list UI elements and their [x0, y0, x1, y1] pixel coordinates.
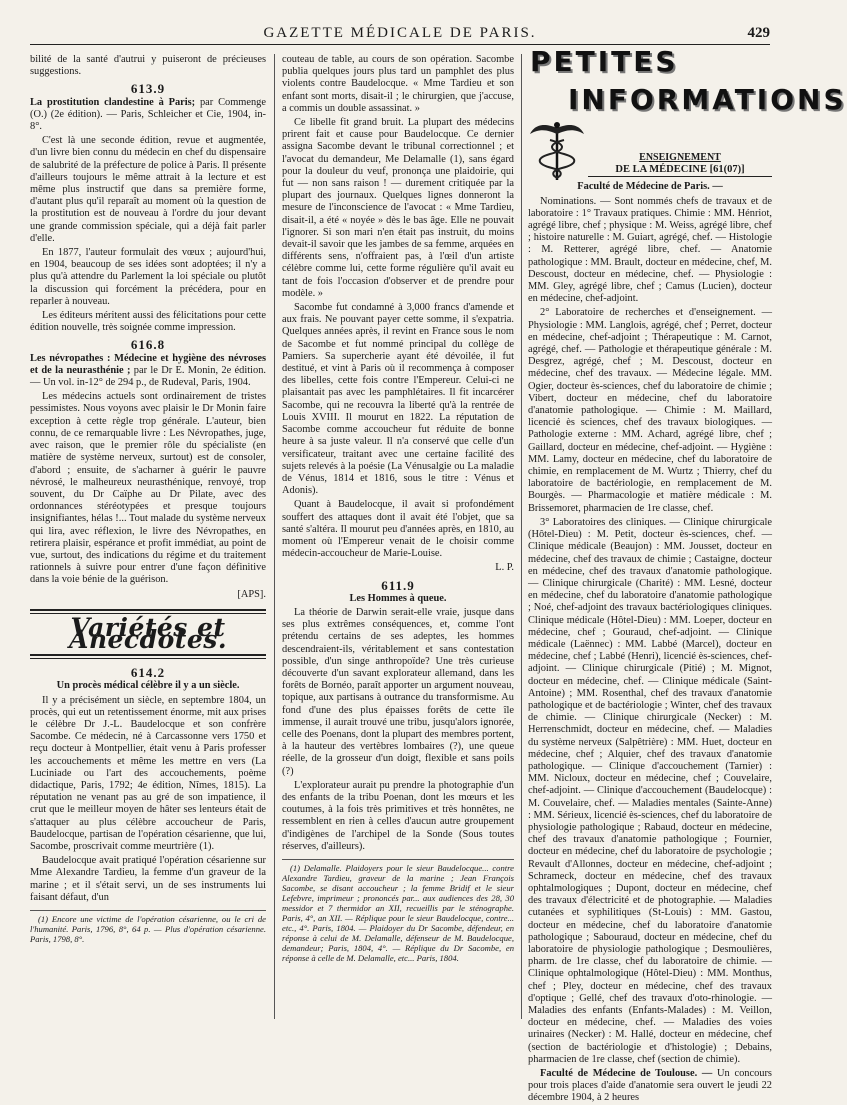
petites-informations-banner [528, 45, 847, 146]
column-1 [30, 54, 266, 1029]
journal-title: GAZETTE MÉDICALE DE PARIS. [263, 25, 537, 41]
continued-text: bilité de la santé d'autrui y puiseront de précieuses suggestions. [30, 54, 266, 78]
paragraph: Les éditeurs méritent aussi des félicitations pour cette édition nouvelle, très soignée comme impression. [30, 310, 266, 334]
faculty-heading: Faculté de Médecine de Toulouse. — [540, 1068, 713, 1080]
article-title: Les Hommes à queue. [349, 592, 447, 604]
column-2 [282, 54, 514, 1029]
article-reference: par le Dr E. Monin, 2e édition. — Un vol. in-12° de 294 p., de Rudeval, Paris, 1904. [30, 364, 266, 389]
paragraph: En 1877, l'auteur formulait des vœux ; aujourd'hui, en 1904, beaucoup de ses idées sont adoptées; il n'y a plus qu'à attendre du Parlement la loi spéciale ou plutôt la discussion qui forcément la précédera, pour en reparler à nouveau. [30, 247, 266, 307]
section-rule [30, 654, 266, 659]
column-3 [528, 45, 847, 1104]
article-title: Les névropathes : Médecine et hygiène des névroses et de la neurasthénie ; par le Dr E. Monin, 2e édition. — Un vol. in-12° de 294 p., de Rudeval, Paris, 1904. [30, 352, 266, 389]
page-number: 429 [747, 25, 770, 41]
article-number: 616.8 [130, 337, 166, 353]
paragraph: Baudelocque avait pratiqué l'opération césarienne sur Mme Alexandre Tardieu, la femme d'un graveur de la marine ; et il s'était servi, un de ses instruments lui faisant défaut, d'un [30, 855, 266, 903]
paragraph: 3° Laboratoires des cliniques. — Clinique chirurgicale (Hôtel-Dieu) : M. Petit, docteur ès-sciences, chef. — Clinique médicale (Beaujon) : MM. Jousset, docteur en médecine, chef des travaux de chimie ; Castaigne, docteur en médecine, chef des travaux d'anatomie pathologique. — Clinique chirurgicale (Charité) : MM. Lesné, docteur en médecine, chef du laboratoire d'anatomie pathologique ; Noé, chef-adjoint des travaux bactériologiques cliniques. Clinique médicale (Hôtel-Dieu) : MM. Loeper, docteur en médecine, chef ; Gouraud, chef-adjoint. — Clinique médicale (Laënnec) : MM. Labbé (Marcel), docteur en médecine, chef ; Labbé (Henri), licencié ès-sciences, chef-adjoint. — Clinique chirurgicale (Pitié) ; M. Mignot, docteur en médecine, chef. — Clinique médicale (Saint-Antoine) ; MM. Rosenthal, chef des travaux d'anatomie pathologique et de bactériologie ; Winter, chef des travaux de chimie. — Clinique chirurgicale (Necker) : M. Herrenschmidt, docteur en médecine, chef. — Maladies du système nerveux (Salpêtrière) : MM. Huet, docteur en médecine, chef ; Alquier, chef des travaux d'anatomie pathologique. — Clinique d'accouchement (Tarnier) : MM. Nicloux, docteur en médecine, chef ; Couvelaire, chef-adjoint. — Clinique d'accouchement (Baudelocque) : M. Couvelaire, chef. — Maladies mentales (Sainte-Anne) : MM. Sérieux, licencié ès-sciences, chef du laboratoire de physiologie pathologique ; Rabaud, docteur en médecine, chef des travaux d'anatomie pathologique ; Fournier, docteur en médecine, chef du laboratoire de psychologie ; Revault d'Allonnes, docteur en médecine, chef-adjoint ; Schrameck, docteur en médecine, chef des travaux ophtalmologiques ; Dupont, docteur en médecine, chef des travaux d'électricité et de photographie. — Maladies cutanées et syphilitiques (St-Louis) : MM. Gastou, docteur en médecine, chef du laboratoire d'anatomie pathologique ; Sabouraud, docteur en médecine, chef du laboratoire de physiologie pathologique ; Desmoulières, pharm. de 1re classe, chef du laboratoire de chimie. — Clinique ophtalmologique (Hôtel-Dieu) : MM. Monthus, chef ; Pley, docteur en médecine, chef des travaux d'optique ; Gellé, chef des travaux d'oto-rhinologie. — Maladies des enfants (Enfants-Malades) : M. Veillon, docteur en médecine, chef. — Maladies des voies urinaires (Necker) : M. Hallé, docteur en médecine, chef (section de bactériologie et d'histologie) ; Debains, pharmacien de 1re classe, chef (section de chimie). [528, 516, 772, 1065]
rubric-title: ENSEIGNEMENT [639, 152, 721, 163]
banner-word-1: PETITES [530, 45, 679, 78]
article-number: 613.9 [130, 81, 166, 97]
article-title: La prostitution clandestine à Paris; par Commenge (O.) (2e édition). — Paris, Schleicher et Cie, 1904, in-8°. [30, 96, 266, 133]
paragraph: Quant à Baudelocque, il avait si profondément souffert des attaques dont il avait été l'objet, que sa santé s'altéra. Il mourut peu d'années après, en 1810, au moment où l'Empereur venait de le choisir comme médecin-accoucheur de Marie-Louise. [282, 499, 514, 560]
paragraph: C'est là une seconde édition, revue et augmentée, d'un livre bien connu du médecin en chef du dispensaire de salubrité de la préfecture de police à Paris. Il présente d'ailleurs toujours le même attrait à la lecture et est même plus instructif que dans sa première forme, d'autant plus qu'il reparaît au moment où la question de la prostitution est de nouveau à l'ordre du jour devant une grande commission spéciale, qui a déjà fait parler d'elle. [30, 135, 266, 244]
paragraph: Les médecins actuels sont ordinairement de tristes pessimistes. Nous voyons avec plaisir le Dr Monin faire exception à cette règle trop générale. L'auteur, bien connu, de ce remarquable livre : Les Névropathes, juge, avec raison, que le premier rôle du spécialiste (en matière de système nerveux, surtout) est de consoler, d'abord ; ensuite, de s'acharner à guérir le pauvre névrosé, le malheureux neurasthénique, renvoyé, trop souvent, du Dr Caïphe au Dr Pilate, avec des ordonnances stéréotypées et presque toujours insignifiantes, hélas !... Tout malade du système nerveux qui lira, avec réflexion, le livre des Névropathes, en retirera plaisir, espérance et profit immédiat, au point de vue, surtout, des indications du régime et du traitement rationnels à suivre pour entrer d'une façon définitive dans la voie bénie de la guérison. [30, 391, 266, 586]
banner-word-2: INFORMATIONS [568, 83, 847, 116]
section-heading: Variétés et Anecdotes. [68, 612, 228, 654]
paragraph: L'explorateur aurait pu prendre la photographie d'un des enfants de la tribu Poenan, dont les mœurs et les coutumes, à la fois très primitives et très honnêtes, ne ressemblent en rien à celles d'aucun autre groupement d'indigènes de l'archipel de la Sonde (Sous toutes réserves, d'ailleurs). [282, 779, 514, 852]
article-reference: par Commenge (O.) (2e édition). — Paris, Schleicher et Cie, 1904, in-8°. [30, 96, 266, 133]
footnote [282, 859, 514, 963]
footnote-text: (1) Delamalle. Plaidoyers pour le sieur Baudelocque... contre Alexandre Tardieu, graveur de la marine ; Jean François Sacombe, se disant accoucheur ; la femme Bridif et le sieur Lefebvre, imprimeur ; prononcés par... aux audiences des 28, 30 messidor et 7 thermidor an XII, recueillis par le sténographe. Paris, 4°, an XII. — Réplique pour le sieur Baudelocque, contre... etc., 4°. Paris, 1804. — Plaidoyer du Dr Sacombe, défendeur, en réponse à celui de M. Delamalle, défenseur de M. Baudelocque, demandeur; Paris, 1804, 4°. — Réplique du Dr Sacombe, en réponse à celle de M. Delamalle, etc... Paris, 1804. [282, 863, 514, 963]
paragraph: Ce libelle fit grand bruit. La plupart des médecins prirent fait et cause pour Baudelocque. Ce dernier assigna Sacombe devant le tribunal correctionnel ; et l'avocat du demandeur, Me Delamalle (1), sans égard pour la douleur du veuf, prononça une plaidoirie, qui fut — non sans raison ! — durement critiquée par la plupart des journaux. Quelques lignes donneront la mesure de l'inconscience de l'avocat : « Mme Tardieu, disait-il, a été « noyée » dès le bas âge. Elle ne pouvait l'ignorer. Si son mari n'en était pas instruit, du moins devait-il savoir que les jambes de sa femme, arquées en différents sens, n'offraient pas, à l'œil d'un artiste célèbre comme lui, cette forme régulière qu'il avait eu tant de fois l'occasion d'observer et de prendre pour modèle. » [282, 117, 514, 299]
column-divider [274, 54, 275, 1019]
caduceus-icon [528, 120, 586, 182]
footnote-text: (1) Encore une victime de l'opération césarienne, ou le cri de l'humanité. Paris, 1796, 8°, 64 p. — Plus d'opération césarienne. Paris, 1798, 8°. [30, 914, 266, 944]
paragraph-text: Un concours pour trois places d'aide d'anatomie sera ouvert le jeudi 22 décembre 1904, à 2 heures [528, 1068, 772, 1104]
article-number: 614.2 [130, 665, 166, 681]
paragraph: Il y a précisément un siècle, en septembre 1804, un procès, qui eut un retentissement énorme, mit aux prises le célèbre Dr J.-L. Baudelocque et son confrère Sacombe. Ce médecin, né à Carcassonne vers 1750 et reçu docteur à Montpellier, était venu à Paris professer les accouchements et même les mettre en vers (La Luciniade ou l'art des accouchements, poème didactique, Paris, 1792; 4e édition, Nîmes, 1815). La réputation ne venant pas au gré de son impatience, il crut que le meilleur moyen de hâter ses lenteurs était de s'attaquer au plus célèbre accoucheur de Paris, Baudelocque, partisan de l'opération césarienne, que lui, Sacombe, proscrivait comme meurtrière (1). [30, 694, 266, 852]
signature: L. P. [495, 562, 514, 574]
signature: [APS]. [237, 588, 266, 600]
article-number: 611.9 [381, 577, 415, 593]
article-title: Un procès médical célèbre il y a un siècle. [56, 680, 240, 692]
footnote [30, 910, 266, 944]
paragraph: Sacombe fut condamné à 3,000 francs d'amende et aux frais. Ne pouvant payer cette somme, il s'expatria. Quelques années après, il revint en France sous le nom de Sacombe et fut nommé principal du collège de Pamiers. Sa supercherie ayant été dévoilée, il fut destitué, et vint à Paris où il recommença à composer des libelles, cette fois contre l'Empereur. Celui-ci ne plaisantait pas avec les pamphlétaires. Il fit incarcérer Sacombe, qui ne recouvra la liberté qu'à la rentrée de Louis XVIII. Il mourut en 1822. La réputation de Sacombe comme accoucheur fut réduite de bonne heure à sa juste valeur. Il n'a conservé que celle d'un versificateur, traitant avec une certaine facilité des sujets relevés à la poésie (La Vénusalgie ou La maladie de Vénus, 1814 et 1816, sous le titre : Vénus et Adonis). [282, 302, 514, 497]
paragraph: couteau de table, au cours de son opération. Sacombe publia quelques jours plus tard un pamphlet des plus violents contre Baudelocque. « Mme Tardieu et son enfant sont morts, disait-il ; le chirurgien, que j'accuse, a commis un double assassinat. » [282, 54, 514, 114]
rubric-subtitle: DE LA MÉDECINE [61(07)] [588, 164, 772, 177]
running-header [30, 24, 770, 45]
paragraph: Nominations. — Sont nommés chefs de travaux et de laboratoire : 1° Travaux pratiques. Chimie : MM. Hénriot, agrégé libre, chef ; physique : M. Weiss, agrégé libre, chef ; histoire naturelle : M. Guiart, agrégé, chef. — Histologie : M. Retterer, agrégé libre, chef. — Anatomie pathologique : MM. Brault, docteur en médecine, chef, M. Descoust, docteur en médecine, chef. — Physiologie : MM. Gley, agrégé libre, chef ; Camus (Lucien), docteur en médecine, chef-adjoint. [528, 195, 772, 305]
faculty-heading: Faculté de Médecine de Paris. — [577, 181, 723, 193]
paragraph: 2° Laboratoire de recherches et d'enseignement. — Physiologie : MM. Langlois, agrégé, chef ; Perret, docteur en médecine, chef-adjoint ; Thérapeutique : M. Carnot, agrégé, chef. — Pathologie et thérapeutique générale : M. Desgrez, agrégé, chef ; M. Descoust, docteur en médecine, chef des travaux. — Médecine légale. MM. Ogier, docteur ès-sciences, chef du laboratoire de chimie ; Vibert, docteur en médecine, chef du laboratoire d'anatomie pathologique. — Chimie : M. Maillard, licencié ès sciences, chef des travaux biologiques. — Pathologie externe : MM. Achard, agrégé libre, chef ; Gaillard, docteur en médecine, chef-adjoint. — Hygiène : MM. Lamy, docteur en médecine, chef du laboratoire de chimie, en remplacement de M. Wurtz ; Thierry, chef du laboratoire de bactériologie, en remplacement de M. Bourgès. — Pharmacologie et matière médicale : M. Brissemoret, pharmacien de 1re classe, chef. [528, 307, 772, 514]
paragraph: La théorie de Darwin serait-elle vraie, jusque dans ses plus extrêmes conséquences, et, comme l'ont prétendu certains de ses adeptes, les hommes descendraient-ils, véritablement et sans contestation possible, d'un singe anthropoïde? Une très curieuse découverte d'un savant explorateur allemand, dans les forêts de Bornéo, paraît apporter un argument nouveau, topique, aux partisans à outrance du transformisme. Au fond d'une des plus épaisses forêts de cette île immense, il aurait trouvé une tribu, jusqu'alors ignorée, celle des Poenans, dont la plupart des membres portent, à la hauteur des vertèbres lombaires (?), une queue réelle, de la grosseur d'un doigt, flexible et sans poils (?) [282, 606, 514, 777]
column-divider [521, 54, 522, 1019]
faculty-paragraph [528, 1068, 772, 1105]
